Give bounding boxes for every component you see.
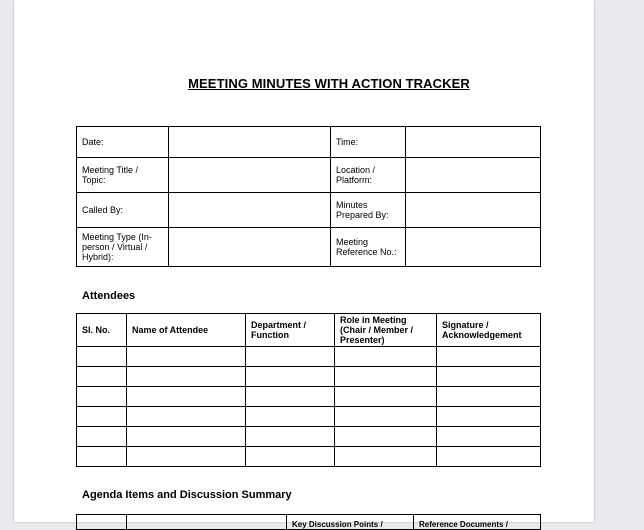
table-cell[interactable] xyxy=(77,447,127,467)
table-row xyxy=(77,347,541,367)
document-title: MEETING MINUTES WITH ACTION TRACKER xyxy=(188,76,470,91)
table-cell[interactable] xyxy=(437,447,541,467)
table-row xyxy=(77,228,541,267)
table-row xyxy=(77,367,541,387)
column-header: Department / Function xyxy=(246,314,335,347)
table-cell[interactable] xyxy=(335,367,437,387)
info-value-cell[interactable] xyxy=(169,228,331,267)
column-header: Key Discussion Points / xyxy=(287,515,414,530)
info-value-cell[interactable] xyxy=(169,158,331,193)
document-page xyxy=(14,0,594,529)
info-value-cell[interactable] xyxy=(406,228,541,267)
table-cell[interactable] xyxy=(437,427,541,447)
info-label: Date: xyxy=(77,127,169,158)
table-row xyxy=(77,387,541,407)
table-cell[interactable] xyxy=(127,407,246,427)
table-cell[interactable] xyxy=(335,347,437,367)
table-row xyxy=(77,158,541,193)
column-header: Role in Meeting (Chair / Member / Presenter) xyxy=(335,314,437,347)
table-cell[interactable] xyxy=(127,347,246,367)
column-header: Name of Attendee xyxy=(127,314,246,347)
attendees-table xyxy=(76,313,541,467)
table-cell[interactable] xyxy=(437,367,541,387)
table-header-row xyxy=(77,314,541,347)
info-label: Meeting Title / Topic: xyxy=(77,158,169,193)
table-row xyxy=(77,193,541,228)
info-label: Minutes Prepared By: xyxy=(331,193,406,228)
info-value-cell[interactable] xyxy=(169,127,331,158)
info-label: Meeting Type (In-person / Virtual / Hybrid): xyxy=(77,228,169,267)
table-cell[interactable] xyxy=(246,387,335,407)
table-cell[interactable] xyxy=(246,347,335,367)
info-value-cell[interactable] xyxy=(169,193,331,228)
column-header xyxy=(127,515,287,530)
info-label: Meeting Reference No.: xyxy=(331,228,406,267)
table-cell[interactable] xyxy=(437,387,541,407)
table-cell[interactable] xyxy=(246,407,335,427)
info-value-cell[interactable] xyxy=(406,193,541,228)
table-header-row xyxy=(77,515,541,530)
column-header: Sl. No. xyxy=(77,314,127,347)
table-cell[interactable] xyxy=(77,387,127,407)
table-cell[interactable] xyxy=(246,427,335,447)
info-value-cell[interactable] xyxy=(406,127,541,158)
table-cell[interactable] xyxy=(335,427,437,447)
info-value-cell[interactable] xyxy=(406,158,541,193)
table-cell[interactable] xyxy=(335,407,437,427)
table-row xyxy=(77,447,541,467)
table-cell[interactable] xyxy=(127,427,246,447)
table-cell[interactable] xyxy=(437,347,541,367)
table-cell[interactable] xyxy=(437,407,541,427)
table-row xyxy=(77,127,541,158)
table-cell[interactable] xyxy=(127,387,246,407)
table-cell[interactable] xyxy=(246,367,335,387)
table-row xyxy=(77,407,541,427)
table-cell[interactable] xyxy=(77,407,127,427)
table-row xyxy=(77,427,541,447)
info-label: Called By: xyxy=(77,193,169,228)
table-cell[interactable] xyxy=(77,347,127,367)
agenda-heading: Agenda Items and Discussion Summary xyxy=(82,489,292,501)
table-cell[interactable] xyxy=(127,367,246,387)
table-cell[interactable] xyxy=(335,387,437,407)
column-header xyxy=(77,515,127,530)
table-cell[interactable] xyxy=(77,367,127,387)
table-cell[interactable] xyxy=(127,447,246,467)
agenda-table xyxy=(76,514,541,530)
table-cell[interactable] xyxy=(77,427,127,447)
table-cell[interactable] xyxy=(246,447,335,467)
attendees-heading: Attendees xyxy=(82,290,136,302)
table-cell[interactable] xyxy=(335,447,437,467)
info-label: Time: xyxy=(331,127,406,158)
column-header: Reference Documents / xyxy=(414,515,541,530)
column-header: Signature / Acknowledgement xyxy=(437,314,541,347)
meeting-info-table xyxy=(76,126,541,267)
info-label: Location / Platform: xyxy=(331,158,406,193)
